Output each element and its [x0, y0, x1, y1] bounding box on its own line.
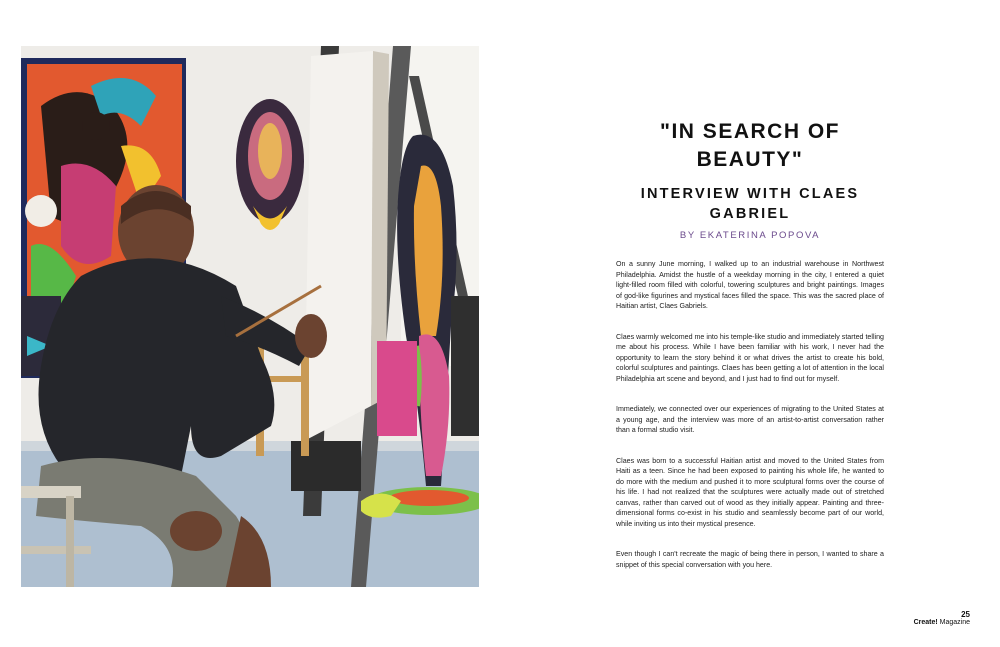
- article-text: [616, 118, 884, 590]
- article-subtitle: INTERVIEW WITH CLAES GABRIEL: [640, 186, 860, 222]
- paragraph-1: On a sunny June morning, I walked up to an industrial warehouse in Northwest Philadelphia. Amidst the hustle of a weekday morning in the city, I entered a quiet light-filled room filled with colorful, towering sculptures and bright paintings. Images of god-like figurines and mystical faces filled the space. This was the sacred place of Haitian artist, Claes Gabriels.: [616, 260, 884, 310]
- paragraph-3: Immediately, we connected over our experiences of migrating to the United States at a young age, and the interview was more of an artist-to-artist conversation rather than a formal studio visit.: [616, 405, 884, 434]
- page-number: 25: [961, 610, 970, 619]
- magazine-name-bold: Create!: [913, 619, 938, 626]
- article-byline: BY EKATERINA POPOVA: [679, 230, 821, 241]
- artist-studio-photo: [21, 46, 479, 587]
- paragraph-5: Even though I can't recreate the magic of being there in person, I wanted to share a snippet of this special conversation with you here.: [616, 550, 884, 569]
- magazine-name: [914, 619, 970, 626]
- magazine-name-rest: Magazine: [937, 619, 970, 626]
- page-folio: [914, 610, 970, 626]
- paragraph-2: Claes warmly welcomed me into his temple-like studio and immediately started telling me about his process. While I have been familiar with his work, I never had the opportunity to learn the story behind it or what drives the artist to create his bold, colorful sculptures and paintings. Claes has been getting a lot of attention in the local Philadelphia art scene and beyond, and I just had to find out for myself.: [616, 332, 884, 383]
- article-title: "IN SEARCH OF BEAUTY": [660, 120, 840, 171]
- paragraph-4: Claes was born to a successful Haitian artist and moved to the United States from Haiti as a teen. Since he had been exposed to painting his whole life, he wanted to do more with the medium and pushed it to more sculptural forms over the course of his life. I had not realized that the sculptures were actually made out of stretched canvas, rather than carved out of wood as they initially appear. Painting and three-dimensional forms co-exist in his studio and seamlessly become part of our world, while inviting us into their mystical presence.: [616, 456, 884, 528]
